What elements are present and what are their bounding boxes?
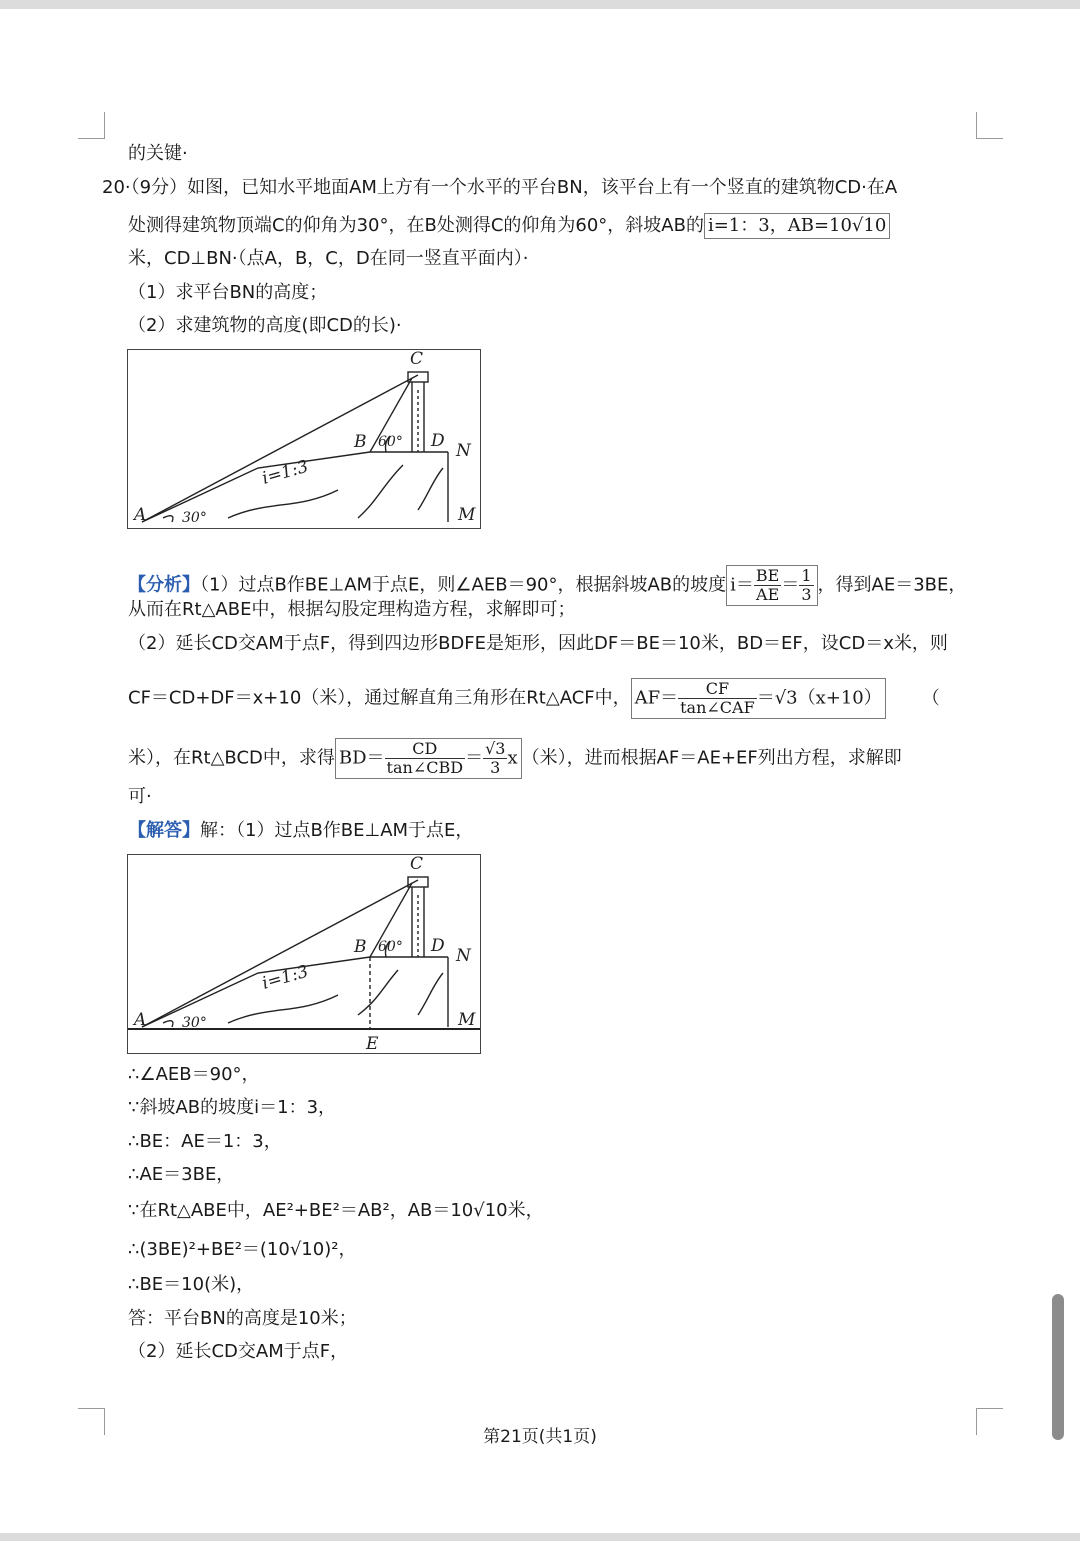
- label-angle-30: 30°: [182, 1015, 207, 1031]
- numerator: 1: [801, 566, 812, 585]
- analysis-line: [128, 632, 948, 656]
- formula-text: BD＝: [338, 747, 385, 769]
- numerator: √3: [485, 739, 506, 758]
- label-D: D: [431, 431, 445, 451]
- numerator: CD: [385, 740, 466, 759]
- page-number: 第21页(共1页): [483, 1427, 597, 1447]
- numerator: BE: [755, 566, 780, 585]
- text: 可·: [128, 786, 152, 807]
- figure-1: [127, 349, 481, 529]
- text: （2）延长CD交AM于点F，: [128, 1341, 349, 1362]
- terrain: [418, 468, 443, 510]
- fraction: [799, 567, 813, 604]
- solution-line: [128, 1096, 336, 1120]
- denominator: tan∠CBD: [386, 758, 464, 777]
- text: ∵斜坡AB的坡度i＝1：3，: [128, 1097, 337, 1118]
- solution-tag: 【解答】: [128, 820, 200, 841]
- top-edge: [0, 0, 1080, 9]
- text: 答：平台BN的高度是10米；: [128, 1308, 357, 1329]
- solution-line: [128, 1063, 260, 1087]
- formula-text: AF＝: [634, 687, 679, 709]
- text: （1）过点B作BE⊥AM于点E，则∠AEB＝90°，根据斜坡AB的坡度: [200, 574, 727, 596]
- solution-line: [128, 1307, 357, 1331]
- text: 米，CD⊥BN·（点A，B，C，D在同一竖直平面内）·: [128, 248, 529, 269]
- formula-box: i＝ $\frac{BE}{AE}$ ＝ $\frac{1}{3}$: [726, 565, 817, 606]
- slope-AB: [142, 957, 370, 1027]
- terrain: [228, 995, 338, 1023]
- solution-line: [128, 1163, 234, 1187]
- question-line: [128, 247, 528, 271]
- formula-box: [631, 678, 886, 719]
- fraction: [385, 740, 466, 777]
- analysis-line: [128, 598, 575, 622]
- text: 解：（1）过点B作BE⊥AM于点E，: [200, 820, 474, 841]
- label-M: M: [458, 505, 476, 525]
- line-AC: [142, 880, 418, 1027]
- question-line: [102, 176, 897, 200]
- label-N: N: [456, 946, 471, 966]
- text: 米），在Rt△BCD中，求得: [128, 747, 335, 769]
- denominator: 3: [490, 758, 501, 777]
- label-angle-60: 60°: [378, 434, 403, 450]
- denominator: 3: [801, 585, 812, 604]
- text: （: [921, 687, 940, 709]
- text: （1）求平台BN的高度；: [128, 282, 328, 303]
- analysis-tag: 【分析】: [128, 574, 200, 596]
- formula-text: ＝√3（x+10）: [756, 687, 882, 709]
- text: ∴BE＝10(米)，: [128, 1274, 255, 1295]
- solution-line: [128, 1238, 356, 1262]
- figure-2: [127, 854, 481, 1054]
- solution-line: [128, 1199, 544, 1223]
- formula-text: i＝: [730, 574, 754, 596]
- label-angle-60: 60°: [378, 939, 403, 955]
- text: ，得到AE＝3BE，: [817, 574, 967, 596]
- label-M: M: [458, 1010, 476, 1030]
- text-line: [128, 142, 188, 166]
- bottom-edge: [0, 1533, 1080, 1541]
- label-A: A: [134, 505, 147, 525]
- label-B: B: [354, 432, 367, 452]
- question-part-2: [128, 314, 402, 338]
- label-C: C: [410, 350, 424, 369]
- text: ∴AE＝3BE，: [128, 1164, 235, 1185]
- label-E: E: [366, 1034, 379, 1053]
- fraction: [678, 680, 757, 717]
- line-AC: [142, 375, 418, 522]
- question-line: [128, 213, 890, 239]
- numerator: CF: [678, 680, 757, 699]
- text: 处测得建筑物顶端C的仰角为30°，在B处测得C的仰角为60°，斜坡AB的: [128, 215, 704, 236]
- fraction: [754, 567, 781, 604]
- text: 从而在Rt△ABE中，根据勾股定理构造方程，求解即可；: [128, 599, 576, 620]
- text: ·（9分）如图，已知水平地面AM上方有一个水平的平台BN，该平台上有一个竖直的建筑物CD·在A: [124, 177, 898, 198]
- crop-mark-top-left: [78, 112, 105, 139]
- slope-AB: [142, 452, 370, 522]
- figure-1-diagram: [128, 350, 480, 528]
- label-B: B: [354, 937, 367, 957]
- solution-line: [128, 1130, 282, 1154]
- text: ∴(3BE)²+BE²＝(10√10)²，: [128, 1239, 357, 1260]
- text: ∴∠AEB＝90°，: [128, 1064, 260, 1085]
- question-part-1: [128, 281, 327, 305]
- label-angle-30: 30°: [182, 510, 207, 526]
- question-number: 20: [102, 177, 125, 198]
- label-slope: i=1:3: [259, 456, 311, 489]
- solution-line: [128, 1273, 254, 1297]
- solution-line: [128, 1340, 348, 1364]
- analysis-line: [128, 785, 152, 809]
- fraction: [483, 740, 507, 777]
- formula-box: i=1：3，AB=10√10: [704, 213, 890, 239]
- terrain: [358, 970, 398, 1015]
- denominator: AE: [756, 585, 780, 604]
- text: ∴BE：AE＝1：3，: [128, 1131, 282, 1152]
- terrain: [418, 973, 443, 1015]
- text: ∵在Rt△ABE中，AE²+BE²＝AB²，AB＝10√10米，: [128, 1200, 544, 1221]
- label-N: N: [456, 441, 471, 461]
- scrollbar-thumb[interactable]: [1052, 1294, 1064, 1440]
- text: CF＝CD+DF＝x+10（米），通过解直角三角形在Rt△ACF中，: [128, 687, 631, 709]
- terrain: [358, 465, 403, 518]
- text: （米），进而根据AF＝AE+EF列出方程，求解即: [521, 747, 902, 769]
- terrain: [228, 490, 338, 518]
- analysis-line: [128, 738, 902, 779]
- angle-arc: [163, 516, 173, 522]
- label-slope: i=1:3: [259, 961, 311, 994]
- label-A: A: [134, 1010, 147, 1030]
- text: 的关键·: [128, 143, 188, 164]
- analysis-line: [128, 678, 940, 719]
- figure-2-diagram: [128, 855, 480, 1053]
- angle-arc: [163, 1021, 173, 1027]
- formula-box: BD＝ $\frac{CD}{\text{tan∠CBD}}$ ＝ $\frac{√3}{3}$ x: [335, 738, 522, 779]
- formula-text: x: [507, 747, 518, 769]
- denominator: tan∠CAF: [680, 698, 755, 717]
- text: （2）延长CD交AM于点F，得到四边形BDFE是矩形，因此DF＝BE＝10米，BD＝EF，设CD＝x米，则: [128, 633, 948, 654]
- crop-mark-top-right: [976, 112, 1003, 139]
- label-D: D: [431, 936, 445, 956]
- label-C: C: [410, 855, 424, 874]
- solution-line: [128, 819, 473, 843]
- text: （2）求建筑物的高度(即CD的长)·: [128, 315, 402, 336]
